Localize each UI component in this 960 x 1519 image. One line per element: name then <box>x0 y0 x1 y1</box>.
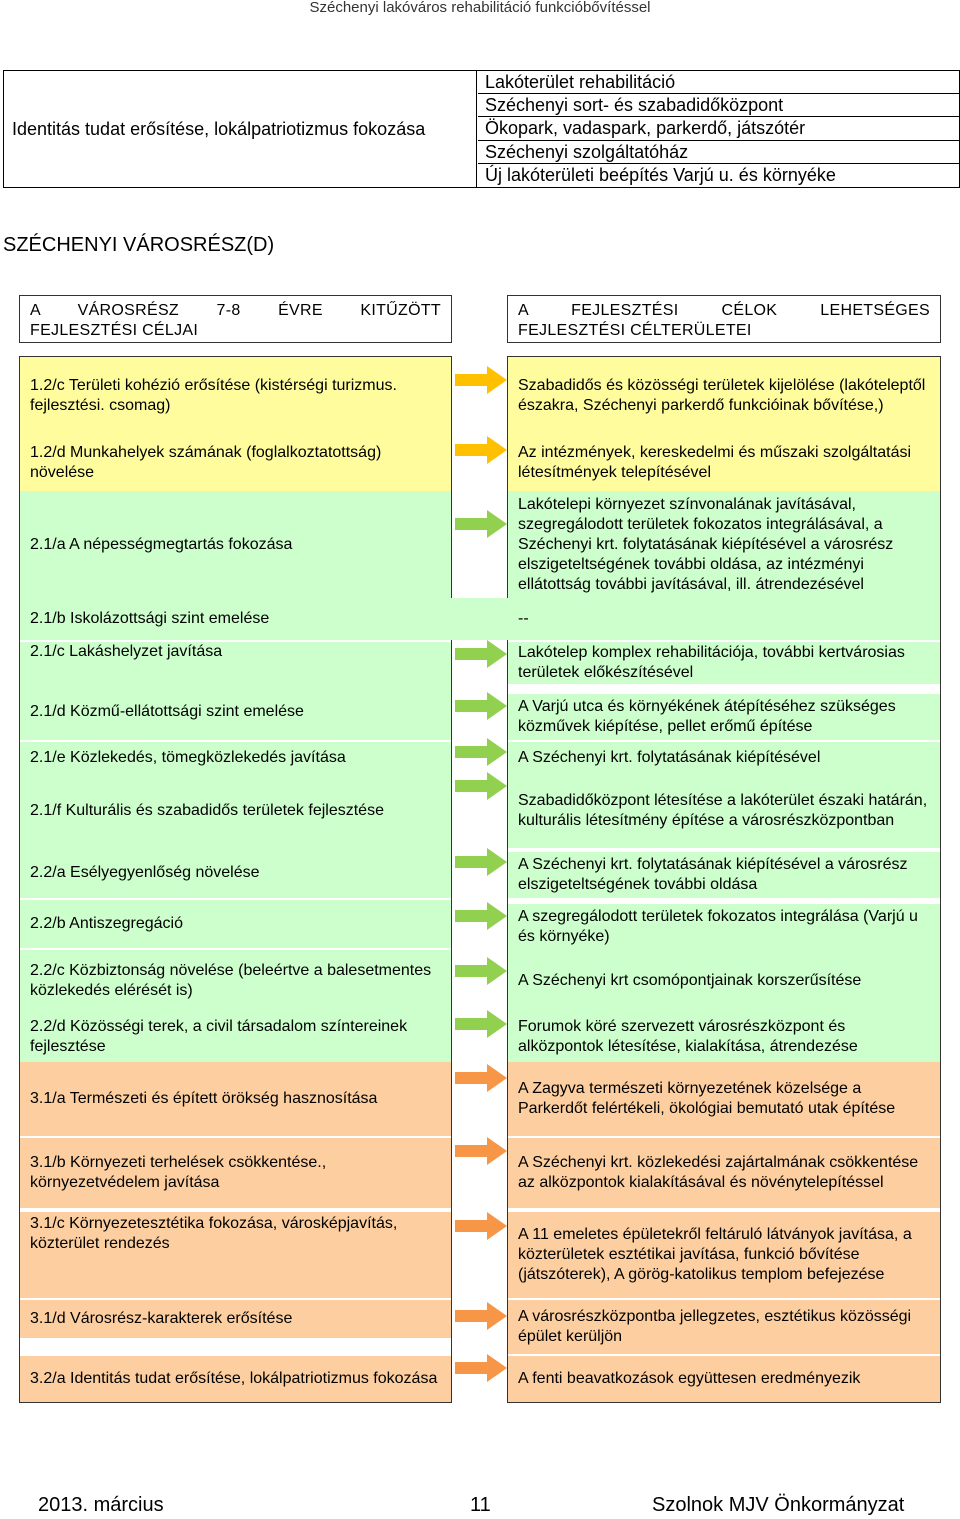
top-table-item: Széchenyi szolgáltatóház <box>478 141 959 164</box>
arrow-right-icon <box>455 1302 507 1330</box>
area-cell: A szegregálodott területek fokozatos integrálása (Varjú u és környéke) <box>508 904 940 950</box>
top-table-goal: Identitás tudat erősítése, lokálpatriotizmus fokozása <box>4 71 477 187</box>
goal-cell: 2.1/d Közmű-ellátottsági szint emelése <box>20 684 451 740</box>
area-cell: A városrészközpontba jellegzetes, esztétikus közösségi épület kerüljön <box>508 1300 940 1354</box>
arrow-right-icon <box>455 957 507 985</box>
column-heading-goals-line1: A VÁROSRÉSZ 7-8 ÉVRE KITŰZÖTT <box>30 302 441 319</box>
arrow-right-icon <box>455 1064 507 1092</box>
arrow-right-icon <box>455 436 507 464</box>
column-heading-areas-line1: A FEJLESZTÉSI CÉLOK LEHETSÉGES <box>518 302 930 319</box>
goal-cell: 2.1/f Kulturális és szabadidős területek fejlesztése <box>20 774 451 848</box>
area-cell: A Széchenyi krt. folytatásának kiépítésével a városrész elszigeteltségének további oldása <box>508 852 940 898</box>
footer-page-number: 11 <box>470 1494 491 1516</box>
goal-cell: 3.2/a Identitás tudat erősítése, lokálpatriotizmus fokozása <box>20 1356 451 1402</box>
goal-cell: 1.2/d Munkahelyek számának (foglalkoztatottság) növelése <box>20 435 451 491</box>
area-cell: A Varjú utca és környékének átépítéséhez szükséges közművek kiépítése, pellet erőmű építése <box>508 694 940 740</box>
top-table-items <box>478 71 959 187</box>
goal-cell: 3.1/b Környezeti terhelések csökkentése., környezetvédelem javítása <box>20 1138 451 1208</box>
arrow-right-icon <box>455 1137 507 1165</box>
area-cell: Forumok köré szervezett városrészközpont és alközpontok létesítése, kialakítása, átrendezése <box>508 1012 940 1062</box>
area-cell: A Széchenyi krt. folytatásának kiépítésével <box>508 742 940 774</box>
arrow-right-icon <box>455 1354 507 1382</box>
area-cell: A Széchenyi krt. közlekedési zajártalmának csökkentése az alközpontok kialakításával és növénytelepítéssel <box>508 1138 940 1208</box>
goal-cell: 2.1/b Iskolázottsági szint emelése <box>30 610 270 627</box>
arrow-right-icon <box>455 738 507 766</box>
arrow-right-icon <box>455 772 507 800</box>
goal-cell: 3.1/c Környezetesztétika fokozása, városképjavítás, közterület rendezés <box>20 1212 451 1298</box>
goal-cell: 2.2/a Esélyegyenlőség növelése <box>20 848 451 898</box>
arrow-right-icon <box>455 640 507 668</box>
page-header-title: Széchenyi lakóváros rehabilitáció funkcióbővítéssel <box>309 0 651 16</box>
goal-cell: 2.1/a A népességmegtartás fokozása <box>20 491 451 598</box>
column-heading-goals-line2: FEJLESZTÉSI CÉLJAI <box>30 322 199 339</box>
goal-cell: 2.1/c Lakáshelyzet javítása <box>20 642 451 684</box>
area-cell: -- <box>518 610 529 627</box>
goal-cell: 2.2/d Közösségi terek, a civil társadalom színtereinek fejlesztése <box>20 1012 451 1062</box>
goal-cell: 3.1/d Városrész-karakterek erősítése <box>20 1300 451 1338</box>
area-cell: A Széchenyi krt csomópontjainak korszerűsítése <box>508 950 940 1012</box>
arrow-right-icon <box>455 692 507 720</box>
column-heading-areas-line2: FEJLESZTÉSI CÉLTERÜLETEI <box>518 322 752 339</box>
arrow-right-icon <box>455 366 507 394</box>
goal-cell: 2.1/e Közlekedés, tömegközlekedés javítása <box>20 742 451 774</box>
area-cell: A fenti beavatkozások együttesen eredményezik <box>508 1356 940 1402</box>
area-cell: Szabadidőközpont létesítése a lakóterület északi határán, kulturális létesítmény építése a városrészközpontban <box>508 774 940 848</box>
arrow-right-icon <box>455 902 507 930</box>
arrow-right-icon <box>455 848 507 876</box>
arrow-right-icon <box>455 1010 507 1038</box>
goal-cell: 1.2/c Területi kohézió erősítése (kistérségi turizmus. fejlesztési. csomag) <box>20 357 451 435</box>
top-table-item: Lakóterület rehabilitáció <box>478 71 959 94</box>
arrow-right-icon <box>455 1212 507 1240</box>
area-cell: Az intézmények, kereskedelmi és műszaki szolgáltatási létesítmények telepítésével <box>508 435 940 491</box>
column-heading-goals <box>19 295 452 343</box>
section-title: SZÉCHENYI VÁROSRÉSZ(D) <box>3 234 275 256</box>
arrow-right-icon <box>455 510 507 538</box>
goal-cell: 2.2/c Közbiztonság növelése (beleértve a balesetmentes közlekedés elérését is) <box>20 950 451 1012</box>
footer-organization: Szolnok MJV Önkormányzat <box>652 1494 905 1516</box>
top-table-item: Széchenyi sort- és szabadidőközpont <box>478 94 959 117</box>
goal-cell: 2.2/b Antiszegregáció <box>20 900 451 948</box>
column-heading-areas <box>507 295 941 343</box>
top-summary-table <box>3 70 960 188</box>
top-table-item: Új lakóterületi beépítés Varjú u. és környéke <box>485 164 836 185</box>
goal-cell: 3.1/a Természeti és épített örökség hasznosítása <box>20 1062 451 1136</box>
area-cell: Lakótelepi környezet színvonalának javításával, szegregálodott területek fokozatos integrálásával, a Széchenyi krt. folytatásának kiépítésével a városrész elszigeteltségének további oldása, az intézményi ellátottság további javításával, ill. átrendezésével <box>508 491 940 598</box>
area-cell: Szabadidős és közösségi területek kijelölése (lakóteleptől északra, Széchenyi parkerdő funkcióinak bővítése,) <box>508 357 940 435</box>
area-cell: A 11 emeletes épületekről feltáruló látványok javítása, a közterületek esztétikai javítása, funkció bővítése (játszóterek), A görög-katolikus templom befejezése <box>508 1212 940 1298</box>
area-cell: A Zagyva természeti környezetének közelsége a Parkerdőt felértékeli, ökológiai bemutató utak építése <box>508 1062 940 1136</box>
area-cell: Lakótelep komplex rehabilitációja, további kertvárosias területek előkészítésével <box>508 642 940 684</box>
footer-date: 2013. március <box>38 1494 164 1516</box>
top-table-item: Ökopark, vadaspark, parkerdő, játszótér <box>478 117 959 140</box>
